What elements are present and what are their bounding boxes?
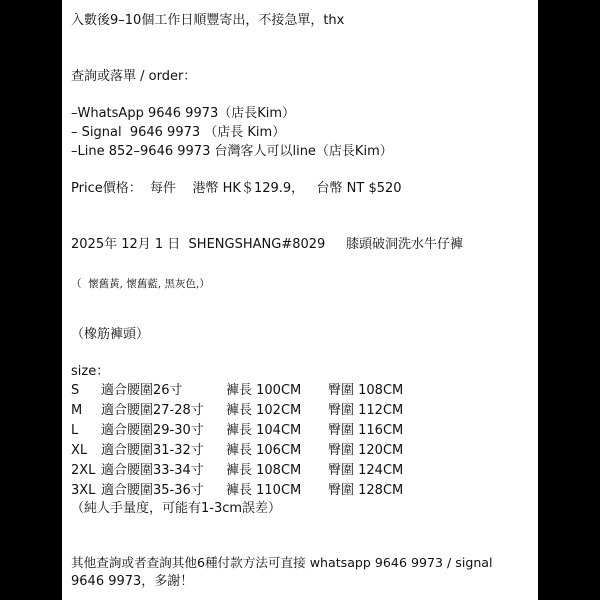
size-row <box>71 483 404 499</box>
size-row <box>71 423 404 439</box>
waistband-note: （橡筋褲頭） <box>71 327 150 342</box>
contact-signal: – Signal 9646 9973 （店長 Kim） <box>71 125 286 140</box>
size-row <box>71 383 404 399</box>
size-label: 2XL <box>71 463 96 478</box>
size-heading: size： <box>71 364 110 379</box>
product-listing-document <box>62 0 538 600</box>
product-title: 2025年 12月 1 日 SHENGSHANG#8029 膝頭破洞洗水牛仔褲 <box>71 237 463 252</box>
contact-line: –Line 852–9646 9973 台灣客人可以line（店長Kim） <box>71 144 393 159</box>
size-waist: 適合腰圍35-36寸 <box>101 483 204 498</box>
size-hip: 臀圍 108CM <box>328 383 404 398</box>
order-heading: 查詢或落單 / order： <box>71 69 197 84</box>
size-length: 褲長 108CM <box>226 463 302 478</box>
size-waist: 適合腰圍26寸 <box>101 383 183 398</box>
size-length: 褲長 100CM <box>226 383 302 398</box>
color-options: （ 懷舊黃, 懷舊藍, 黑灰色,） <box>71 278 210 290</box>
size-label: S <box>71 383 80 398</box>
price-line: Price價格： 每件 港幣 HK＄129.9， 台幣 NT $520 <box>71 181 402 196</box>
size-row <box>71 463 404 479</box>
contact-whatsapp: –WhatsApp 9646 9973（店長Kim） <box>71 106 296 121</box>
size-label: 3XL <box>71 483 96 498</box>
size-hip: 臀圍 124CM <box>328 463 404 478</box>
right-border <box>538 0 600 600</box>
footer-line-2: 9646 9973，多謝！ <box>71 574 194 589</box>
left-border <box>0 0 62 600</box>
size-length: 褲長 102CM <box>226 403 302 418</box>
size-row <box>71 443 404 459</box>
size-hip: 臀圍 128CM <box>328 483 404 498</box>
size-length: 褲長 106CM <box>226 443 302 458</box>
size-waist: 適合腰圍31-32寸 <box>101 443 204 458</box>
size-label: XL <box>71 443 88 458</box>
shipping-note: 入數後9–10個工作日順豐寄出，不接急單，thx <box>71 13 345 28</box>
size-waist: 適合腰圍33-34寸 <box>101 463 204 478</box>
size-hip: 臀圍 112CM <box>328 403 404 418</box>
size-length: 褲長 110CM <box>226 483 302 498</box>
size-label: L <box>71 423 79 438</box>
footer-line-1: 其他查詢或者查詢其他6種付款方法可直接 whatsapp 9646 9973 / signal <box>71 555 493 570</box>
size-waist: 適合腰圍29-30寸 <box>101 423 204 438</box>
size-hip: 臀圍 120CM <box>328 443 404 458</box>
size-label: M <box>71 403 83 418</box>
size-hip: 臀圍 116CM <box>328 423 404 438</box>
size-row <box>71 403 404 419</box>
measure-note: （純人手量度，可能有1-3cm誤差） <box>71 501 282 516</box>
size-waist: 適合腰圍27-28寸 <box>101 403 204 418</box>
size-length: 褲長 104CM <box>226 423 302 438</box>
